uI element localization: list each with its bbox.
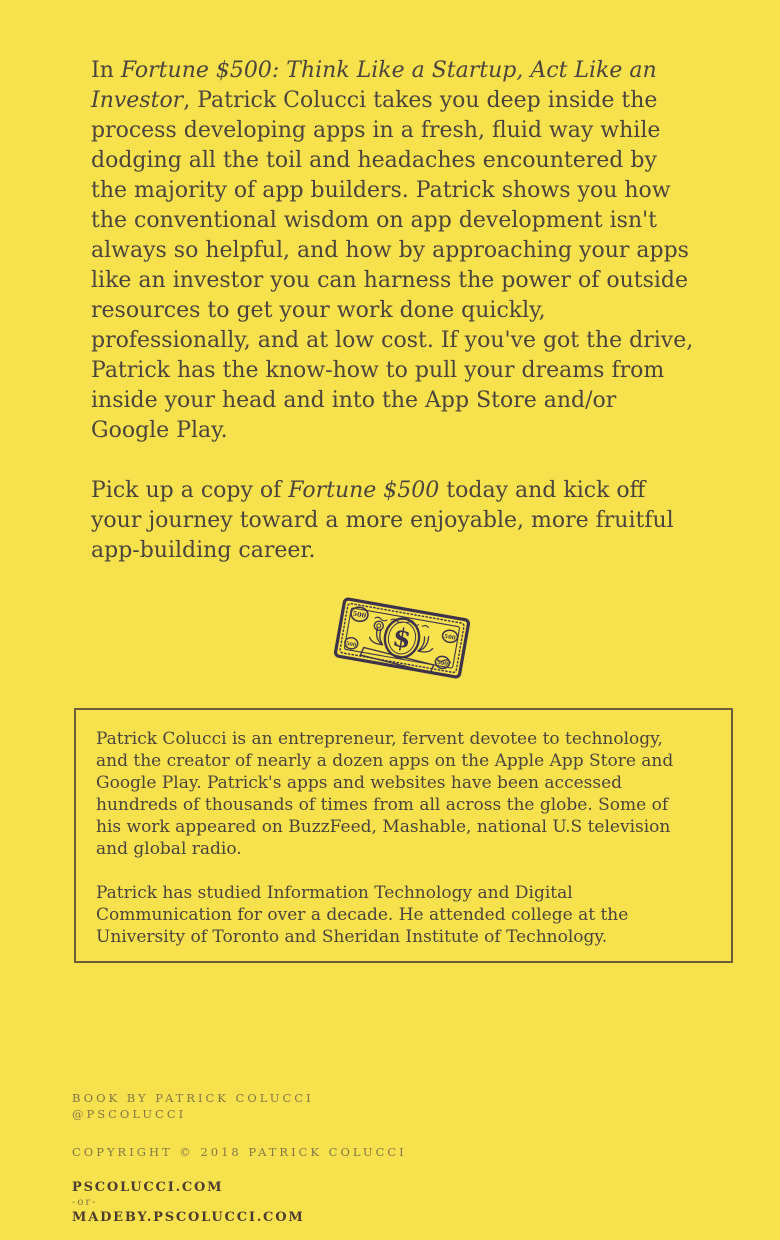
website-link-primary: PSCOLUCCI.COM <box>72 1180 224 1195</box>
website-links <box>72 1180 407 1225</box>
synopsis-paragraph-2: Pick up a copy of Fortune $500 today and kick off your journey toward a more enjoyable, more fruitful app-building career. <box>91 478 674 563</box>
social-handle: @PSCOLUCCI <box>72 1107 187 1121</box>
svg-text:500: 500 <box>345 640 357 649</box>
book-by-credit: BOOK BY PATRICK COLUCCI <box>72 1091 314 1105</box>
footer-section <box>72 1090 407 1225</box>
bio-paragraph-1: Patrick Colucci is an entrepreneur, fervent devotee to technology, and the creator of nearly a dozen apps on the Apple App Store and Google Play. Patrick's apps and websites have been accessed hundreds of thousands of times from all across the globe. Some of his work appeared on BuzzFeed, Mashable, national U.S television and global radio. <box>96 729 674 859</box>
copyright-notice: COPYRIGHT © 2018 PATRICK COLUCCI <box>72 1145 407 1159</box>
or-separator: -or- <box>72 1197 98 1208</box>
website-link-secondary: MADEBY.PSCOLUCCI.COM <box>72 1210 305 1225</box>
author-bio-box <box>74 708 733 963</box>
bill-dollar-sign: $ <box>390 622 414 656</box>
dollar-bill-illustration <box>322 582 482 694</box>
bill-denomination-right <box>442 629 459 643</box>
synopsis-section <box>91 56 731 566</box>
svg-text:500: 500 <box>443 633 456 642</box>
svg-text:500: 500 <box>435 659 449 668</box>
svg-text:500: 500 <box>352 609 367 620</box>
dollar-bill-icon <box>322 582 482 694</box>
bio-paragraph-2: Patrick has studied Information Technology and Digital Communication for over a decade. He attended college at the University of Toronto and Sheridan Institute of Technology. <box>96 883 629 947</box>
synopsis-paragraph-1: In Fortune $500: Think Like a Startup, Act Like an Investor, Patrick Colucci takes you deep inside the process developing apps in a fresh, fluid way while dodging all the toil and headaches encountered by the majority of app builders. Patrick shows you how the conventional wisdom on app development isn't always so helpful, and how by approaching your apps like an investor you can harness the power of outside resources to get your work done quickly, professionally, and at low cost. If you've got the drive, Patrick has the know-how to pull your dreams from inside your head and into the App Store and/or Google Play. <box>91 58 694 443</box>
